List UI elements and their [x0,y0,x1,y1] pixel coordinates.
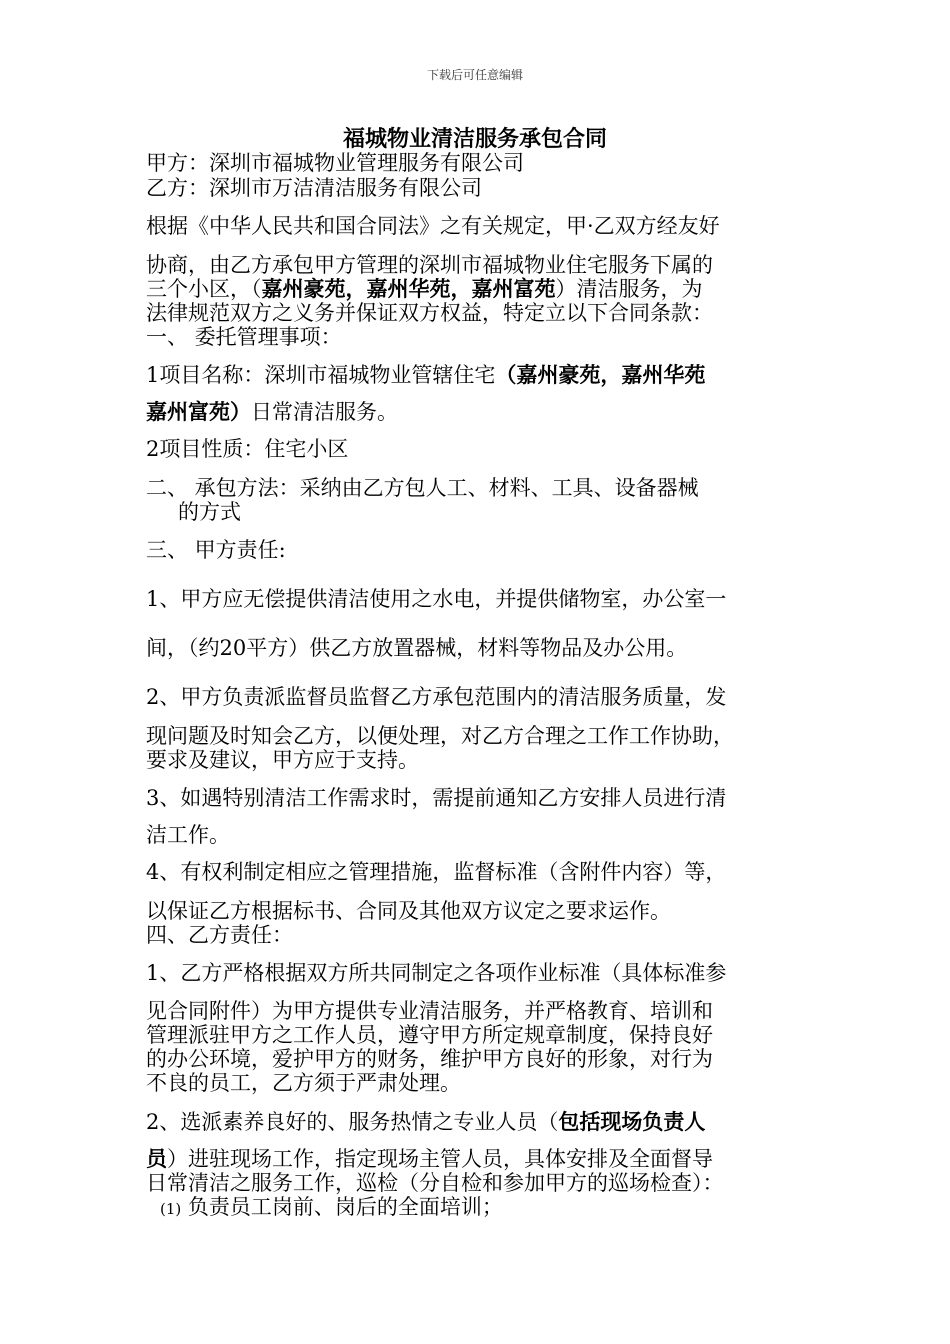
text-segment: 日常清洁服务。 [251,400,398,424]
text-segment: 现问题及时知会乙方，以便处理，对乙方合理之工作工作协助， [146,724,734,748]
text-segment: 3、如遇特别清洁工作需求时，需提前通知乙方安排人员进行清 [146,786,727,810]
text-line [146,684,726,710]
text-line [146,300,713,326]
text-segment: 4、有权利制定相应之管理措施，监督标准（含附件内容）等， [146,860,727,884]
text-segment: 的办公环境，爱护甲方的财务，维护甲方良好的形象，对行为 [146,1047,713,1071]
text-segment: 四、乙方责任： [146,923,293,947]
text-segment: 协商，由乙方承包甲方管理的深圳市福城物业住宅服务下属的 [146,253,713,277]
text-line [146,1109,705,1135]
text-segment: 洁工作。 [146,823,230,847]
text-segment: ）进驻现场工作，指定现场主管人员，具体安排及全面督导 [167,1147,713,1171]
text-segment: 根据《中华人民共和国合同法》之有关规定，甲·乙双方经友好 [146,214,720,238]
text-line [160,1194,503,1222]
text-segment: 以保证乙方根据标书、合同及其他双方议定之要求运作。 [146,899,671,923]
text-segment: 管理派驻甲方之工作人员，遵守甲方所定规章制度，保持良好 [146,1023,713,1047]
page-header: 下载后可任意编辑 [426,68,523,82]
text-line [146,436,348,462]
text-segment: 一、 委托管理事项： [146,325,342,349]
text-line [178,499,241,525]
text-line [146,324,342,350]
text-line [146,635,687,661]
text-line [146,1022,713,1048]
text-segment: 间，（约20平方）供乙方放置器械，材料等物品及办公用。 [146,636,688,660]
text-segment: 法律规范双方之义务并保证双方权益，特定立以下合同条款： [146,301,713,325]
text-segment: 员 [146,1146,167,1171]
text-segment: 甲方：深圳市福城物业管理服务有限公司 [146,151,524,175]
text-segment: 乙方：深圳市万洁清洁服务有限公司 [146,176,482,200]
document-title: 福城物业清洁服务承包合同 [342,126,607,152]
text-line [146,822,230,848]
text-line [146,537,286,563]
text-line [146,475,699,501]
text-segment: 2、甲方负责派监督员监督乙方承包范围内的清洁服务质量，发 [146,685,727,709]
text-segment: 1项目名称：深圳市福城物业管辖住宅 [146,363,496,387]
text-line [146,586,726,612]
text-line [146,252,713,278]
text-line [146,1146,713,1172]
text-line [146,859,726,885]
text-segment: 包括现场负责人 [558,1109,706,1134]
text-line [146,175,482,201]
text-line [146,1070,461,1096]
text-line [146,960,726,986]
text-segment: 三、 甲方责任: [146,538,286,562]
text-line [146,362,705,388]
text-segment: (1) [160,1200,182,1218]
text-line [146,150,524,176]
text-line [146,276,703,302]
text-segment: 1、乙方严格根据双方所共同制定之各项作业标准（具体标准参 [146,961,727,985]
text-segment: 负责员工岗前、岗后的全面培训； [181,1195,503,1219]
text-segment: 的方式 [178,500,241,524]
text-line [146,898,671,924]
text-line [146,1046,713,1072]
text-segment: 见合同附件）为甲方提供专业清洁服务，并严格教育、培训和 [146,999,713,1023]
text-line [146,213,720,239]
text-segment: 要求及建议，甲方应于支持。 [146,748,419,772]
text-line [146,785,726,811]
text-segment: 嘉州豪苑，嘉州华苑，嘉州富苑 [261,276,556,301]
text-segment: 日常清洁之服务工作，巡检（分自检和参加甲方的巡场检查）： [146,1171,724,1195]
text-segment: （嘉州豪苑，嘉州华苑 [495,362,706,387]
text-line [146,998,713,1024]
text-segment: 不良的员工，乙方须于严肃处理。 [146,1071,461,1095]
text-line [146,1170,724,1196]
text-segment: ）清洁服务，为 [555,277,703,301]
text-segment: 2、选派素养良好的、服务热情之专业人员（ [146,1110,559,1134]
text-line [146,747,419,773]
text-line [146,723,734,749]
text-segment: 二、 承包方法：采纳由乙方包人工、材料、工具、设备器械 [146,476,699,500]
text-segment: 嘉州富苑） [146,399,251,424]
text-segment: 三个小区，（ [146,277,262,301]
text-segment: 1、甲方应无偿提供清洁使用之水电，并提供储物室，办公室一 [146,587,727,611]
text-line [146,922,293,948]
text-segment: 2项目性质：住宅小区 [146,437,349,461]
text-line [146,399,398,425]
